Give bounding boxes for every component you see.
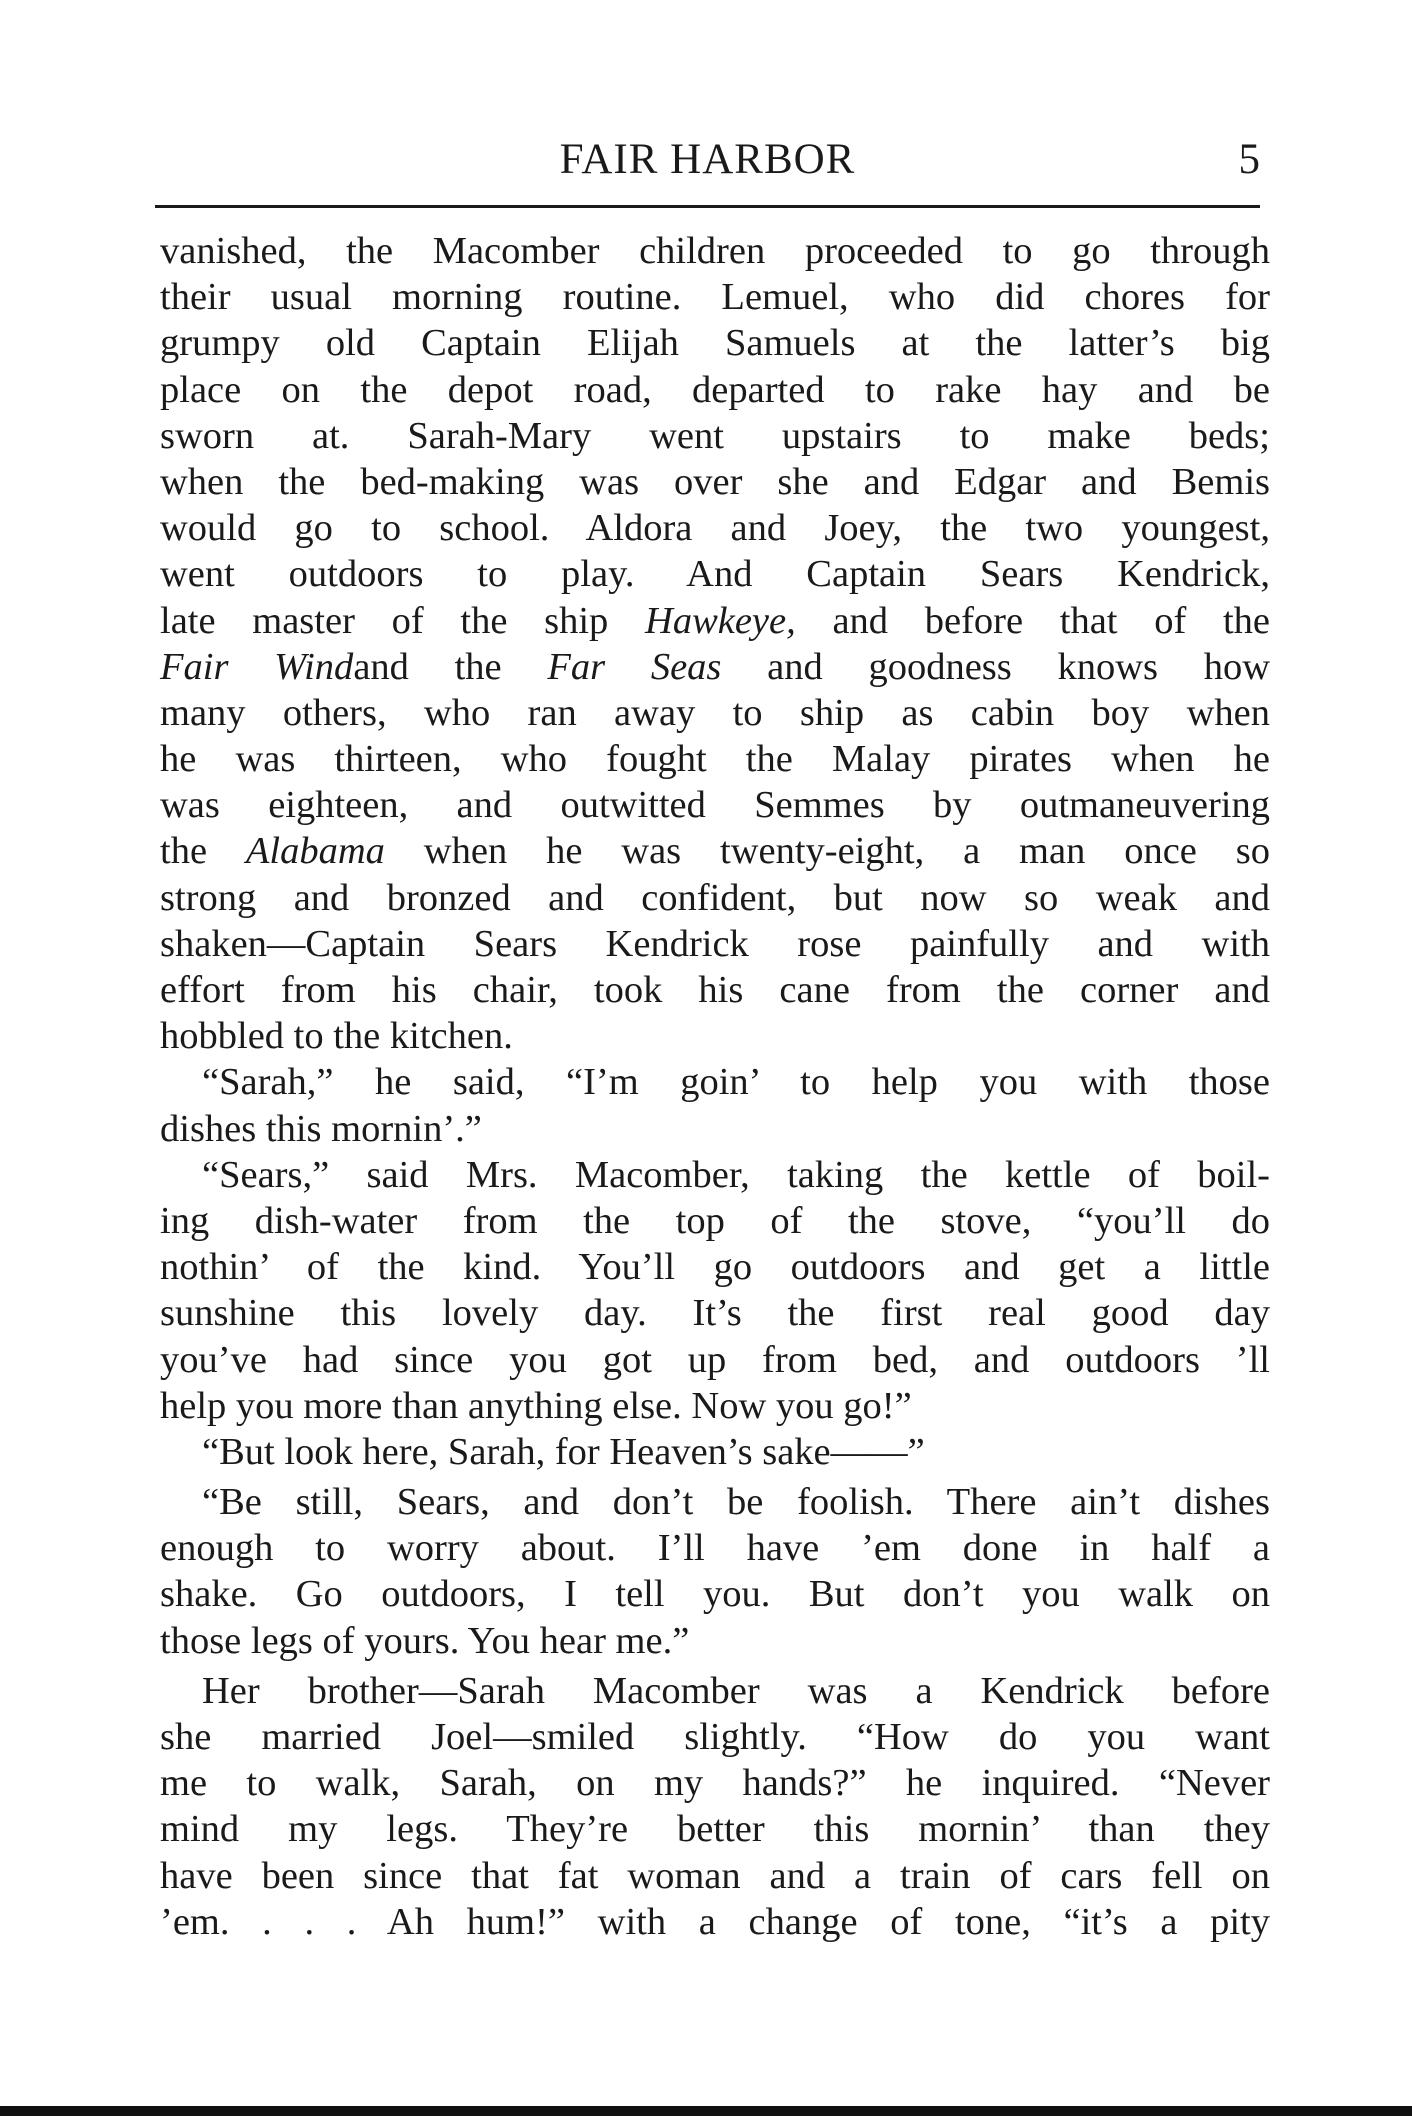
running-title: FAIR HARBOR [559,136,856,183]
text-line: Her brother—Sarah Macomber was a Kendrick before [202,1669,1270,1712]
text-line [160,598,1270,644]
text-line: dishes this mornin’.” [160,1107,482,1150]
text-line: grumpy old Captain Elijah Samuels at the latter’s big [160,322,1270,365]
text-line: effort from his chair, took his cane from the corner and [160,969,1270,1011]
page-number: 5 [1238,136,1260,183]
text-line: she married Joel—smiled slightly. “How do you want [160,1716,1270,1758]
text-line: went outdoors to play. And Captain Sears Kendrick, [160,553,1270,596]
text-line: many others, who ran away to ship as cabin boy when [160,691,1270,734]
text-line: when the bed-making was over she and Edgar and Bemis [160,460,1270,503]
ship-name-italic: Hawkeye, [645,599,796,642]
text-line: ing dish-water from the top of the stove, “you’ll do [160,1199,1270,1242]
text-line: he was thirteen, who fought the Malay pirates when he [160,738,1270,781]
text-segment: when he was twenty-eight, a man once so [384,830,1270,873]
text-segment: and goodness knows how [721,645,1271,688]
text-line: me to walk, Sarah, on my hands?” he inquired. “Never [160,1762,1270,1805]
text-line: place on the depot road, departed to rake hay and be [160,368,1270,411]
text-line: “Sarah,” he said, “I’m goin’ to help you with those [202,1061,1270,1104]
text-line: those legs of yours. You hear me.” [160,1619,690,1662]
text-segment: and before that of the [795,599,1271,642]
text-line: “Sears,” said Mrs. Macomber, taking the kettle of boil- [202,1153,1270,1196]
ship-name-italic: Alabama [245,830,385,873]
text-line [160,644,1270,690]
text-segment: late master of the ship [160,599,646,642]
text-line: “But look here, Sarah, for Heaven’s sake——” [202,1430,925,1473]
text-line: mind my legs. They’re better this mornin’ than they [160,1808,1270,1851]
text-line: strong and bronzed and confident, but now so weak and [160,876,1270,919]
text-line: shaken—Captain Sears Kendrick rose painfully and with [160,922,1270,965]
text-segment: the [160,830,246,873]
header-rule [155,205,1260,208]
text-line: their usual morning routine. Lemuel, who did chores for [160,276,1270,319]
text-line: sworn at. Sarah-Mary went upstairs to make beds; [160,414,1270,457]
text-line [160,828,1270,874]
running-head [155,135,1260,185]
text-line: ’em. . . . Ah hum!” with a change of tone, “it’s a pity [160,1900,1270,1943]
text-line: have been since that fat woman and a train of cars fell on [160,1854,1270,1897]
text-line: sunshine this lovely day. It’s the first real good day [160,1292,1270,1335]
ship-name-italic: Fair Wind [160,645,354,688]
text-line: you’ve had since you got up from bed, and outdoors ’ll [160,1338,1270,1381]
text-line: enough to worry about. I’ll have ’em done in half a [160,1527,1270,1570]
text-line: vanished, the Macomber children proceeded to go through [160,230,1270,272]
text-line: was eighteen, and outwitted Semmes by outmaneuvering [160,784,1270,827]
ship-name-italic: Far Seas [547,645,722,688]
scan-bottom-edge [0,2106,1412,2116]
text-line: would go to school. Aldora and Joey, the two youngest, [160,507,1270,550]
text-segment: and the [353,645,548,688]
text-line: “Be still, Sears, and don’t be foolish. There ain’t dishes [202,1481,1270,1524]
text-line: help you more than anything else. Now you go!” [160,1384,912,1427]
body-text [160,228,1270,1945]
text-line: shake. Go outdoors, I tell you. But don’t you walk on [160,1573,1270,1616]
text-line: nothin’ of the kind. You’ll go outdoors and get a little [160,1246,1270,1289]
text-line: hobbled to the kitchen. [160,1015,513,1058]
